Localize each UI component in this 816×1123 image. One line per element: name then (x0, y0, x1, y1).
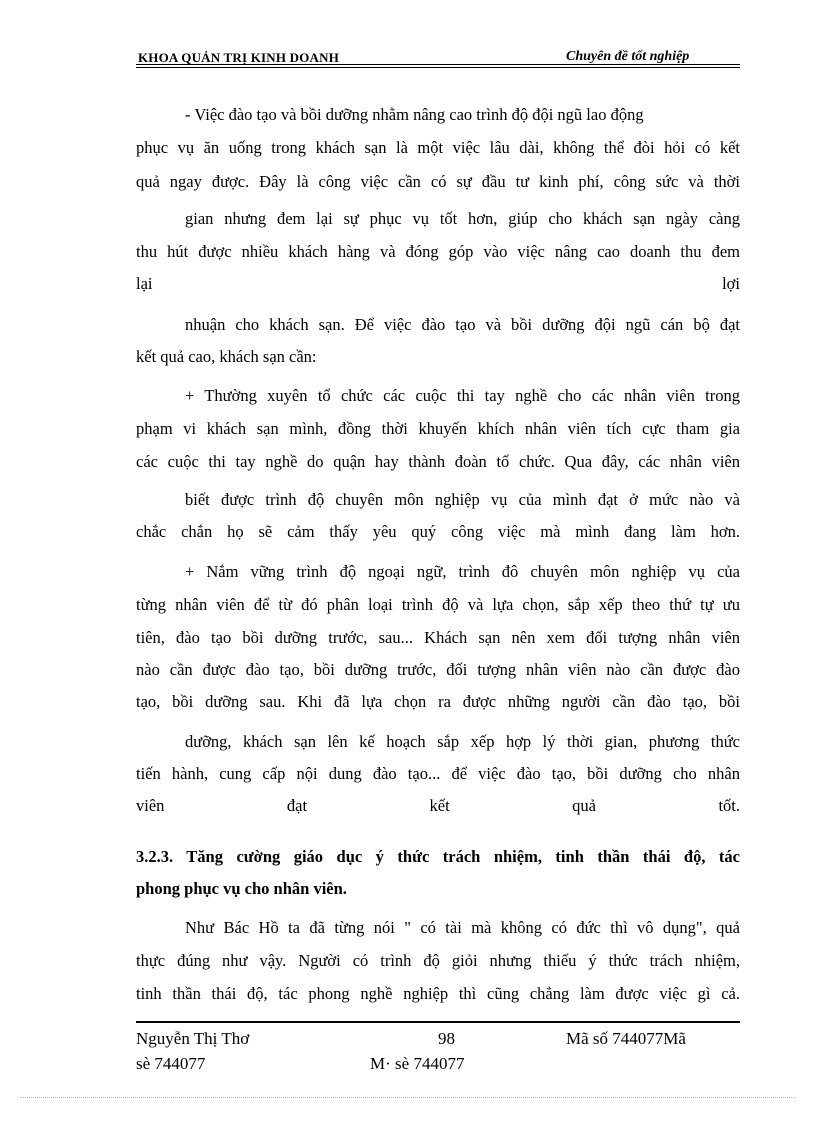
section-heading: phong phục vụ cho nhân viên. (136, 879, 347, 898)
body-line: viên đạt kết quả tốt. (136, 796, 740, 815)
footer-rule (136, 1021, 740, 1023)
header-rule-bottom (136, 67, 740, 68)
body-line: quả ngay được. Đây là công việc cần có sự đầu tư kinh phí, công sức và thời (136, 172, 740, 191)
footer-code: Mã số 744077Mã (566, 1029, 686, 1048)
body-line: phạm vi khách sạn mình, đồng thời khuyến khích nhân viên tích cực tham gia (136, 419, 740, 438)
header-title: Chuyên đề tốt nghiệp (566, 49, 690, 64)
header-rule-top (136, 64, 740, 65)
page-number: 98 (438, 1029, 455, 1048)
footer-page-code: M· sè 744077 (370, 1054, 465, 1073)
body-line: tiến hành, cung cấp nội dung đào tạo... để việc đào tạo, bồi dưỡng cho nhân (136, 764, 740, 783)
body-line: kết quả cao, khách sạn cần: (136, 347, 317, 366)
body-line: tạo, bồi dưỡng sau. Khi đã lựa chọn ra được những người cần đào tạo, bồi (136, 692, 740, 711)
body-line: các cuộc thi tay nghề do quận hay thành đoàn tổ chức. Qua đây, các nhân viên (136, 452, 740, 471)
body-line: nhuận cho khách sạn. Để việc đào tạo và bồi dưỡng đội ngũ cán bộ đạt (185, 315, 740, 334)
body-line: biết được trình độ chuyên môn nghiệp vụ của mình đạt ở mức nào và (185, 490, 740, 509)
body-line: lại lợi (136, 274, 740, 293)
page-edge-dotted-line (20, 1097, 796, 1098)
footer-author: Nguyễn Thị Thơ (136, 1029, 250, 1048)
body-line: tiên, đào tạo bồi dưỡng trước, sau... Khách sạn nên xem đối tượng nhân viên (136, 628, 740, 647)
body-line: phục vụ ăn uống trong khách sạn là một việc lâu dài, không thể đòi hỏi có kết (136, 138, 740, 157)
footer-author-cont: sè 744077 (136, 1054, 206, 1073)
body-line: + Nắm vững trình độ ngoại ngữ, trình đô chuyên môn nghiệp vụ của (185, 562, 740, 581)
body-line: từng nhân viên để từ đó phân loại trình độ và lựa chọn, sắp xếp theo thứ tự ưu (136, 595, 740, 614)
body-line: - Việc đào tạo và bồi dưỡng nhằm nâng cao trình độ đội ngũ lao động (185, 105, 644, 124)
body-line: dưỡng, khách sạn lên kế hoạch sắp xếp hợp lý thời gian, phương thức (185, 732, 740, 751)
body-line: nào cần được đào tạo, bồi dưỡng trước, đối tượng nhân viên nào cần được đào (136, 660, 740, 679)
header-department: KHOA QUẢN TRỊ KINH DOANH (138, 50, 340, 65)
body-line: gian nhưng đem lại sự phục vụ tốt hơn, giúp cho khách sạn ngày càng (185, 209, 740, 228)
body-line: tinh thần thái độ, tác phong nghề nghiệp thì cũng chẳng làm được việc gì cả. (136, 984, 740, 1003)
body-line: Như Bác Hồ ta đã từng nói " có tài mà không có đức thì vô dụng", quả (185, 918, 740, 937)
body-line: + Thường xuyên tổ chức các cuộc thi tay nghề cho các nhân viên trong (185, 386, 740, 405)
body-line: chắc chắn họ sẽ cảm thấy yêu quý công việc mà mình đang làm hơn. (136, 522, 740, 541)
body-line: thực đúng như vậy. Người có trình độ giỏi nhưng thiếu ý thức trách nhiệm, (136, 951, 740, 970)
body-line: thu hút được nhiều khách hàng và đóng góp vào việc nâng cao doanh thu đem (136, 242, 740, 261)
section-heading: 3.2.3. Tăng cường giáo dục ý thức trách nhiệm, tinh thần thái độ, tác (136, 847, 740, 866)
